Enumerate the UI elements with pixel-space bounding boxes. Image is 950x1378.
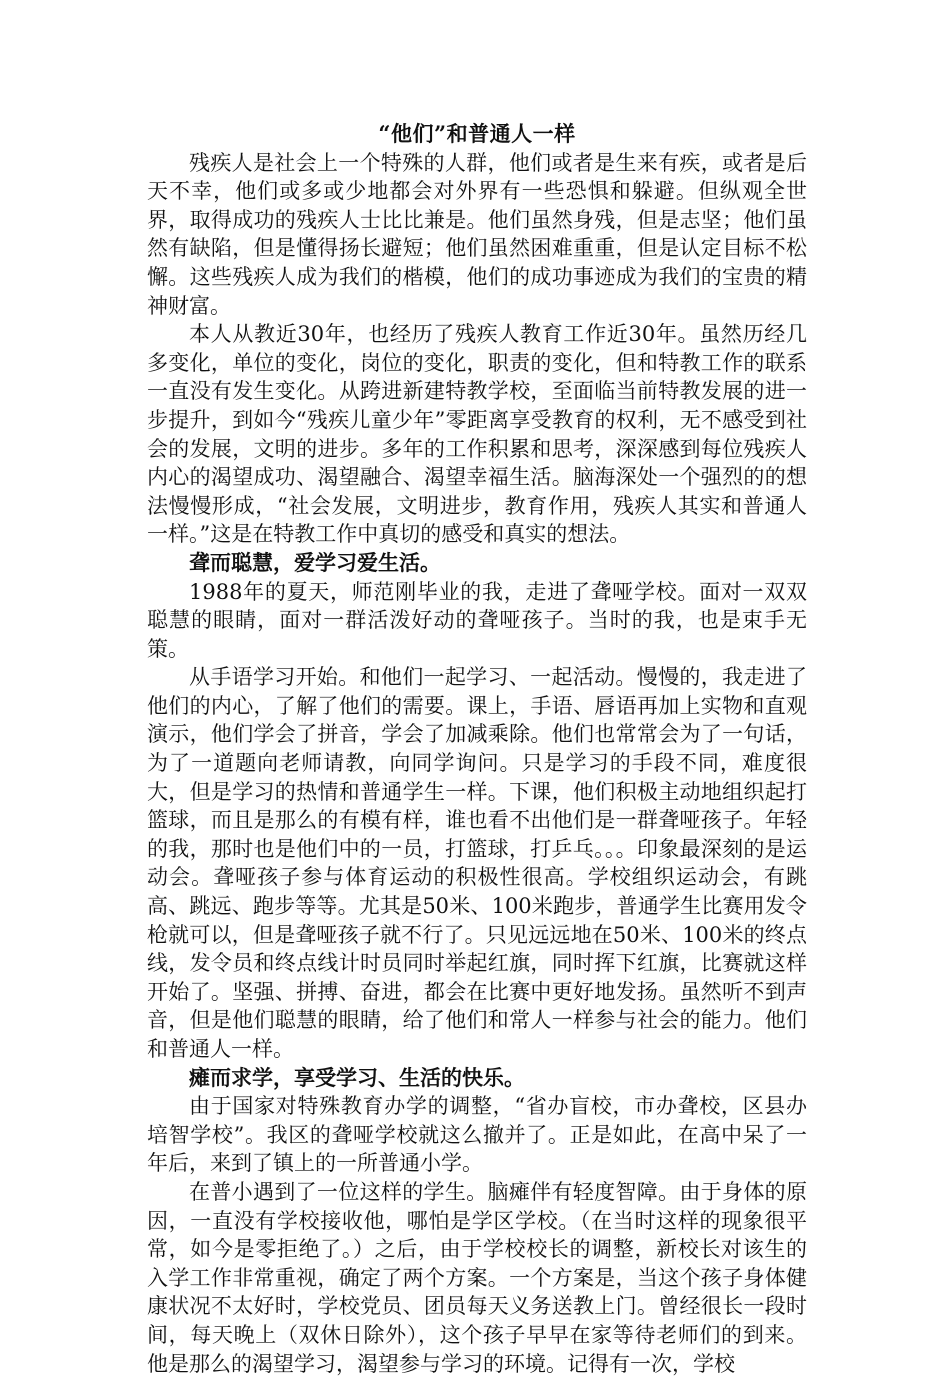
paragraph-1988: 1988年的夏天，师范刚毕业的我，走进了聋哑学校。面对一双双聪慧的眼睛，面对一群活泼好动的聋哑孩子。当时的我，也是束手无策。 <box>147 579 807 661</box>
document-page <box>147 120 807 1378</box>
paragraph-school-adjustment: 由于国家对特殊教育办学的调整，“省办盲校，市办聋校，区县办培智学校”。我区的聋哑学校就这么撤并了。正是如此，在高中呆了一年后，来到了镇上的一所普通小学。 <box>147 1094 807 1176</box>
paragraph-student: 在普小遇到了一位这样的学生。脑瘫伴有轻度智障。由于身体的原因，一直没有学校接收他，哪怕是学区学校。（在当时这样的现象很平常，如今是零拒绝了。）之后，由于学校校长的调整，新校长对该生的入学工作非常重视，确定了两个方案。一个方案是，当这个孩子身体健康状况不太好时，学校党员、团员每天义务送教上门。曾经很长一段时间，每天晚上（双休日除外），这个孩子早早在家等待老师们的到来。他是那么的渴望学习，渴望参与学习的环境。记得有一次，学校 <box>147 1179 807 1376</box>
paragraph-sign-language: 从手语学习开始。和他们一起学习、一起活动。慢慢的，我走进了他们的内心，了解了他们的需要。课上，手语、唇语再加上实物和直观演示，他们学会了拼音，学会了加减乘除。他们也常常会为了一句话，为了一道题向老师请教，向同学询问。只是学习的手段不同，难度很大，但是学习的热情和普通学生一样。下课，他们积极主动地组织起打篮球，而且是那么的有模有样，谁也看不出他们是一群聋哑孩子。年轻的我，那时也是他们中的一员，打篮球，打乒乓。。。印象最深刻的是运动会。聋哑孩子参与体育运动的积极性很高。学校组织运动会，有跳高、跳远、跑步等等。尤其是50米、100米跑步，普通学生比赛用发令枪就可以，但是聋哑孩子就不行了。只见远远地在50米、100米的终点线，发令员和终点线计时员同时举起红旗，同时挥下红旗，比赛就这样开始了。坚强、拼搏、奋进，都会在比赛中更好地发扬。虽然听不到声音，但是他们聪慧的眼睛，给了他们和常人一样参与社会的能力。他们和普通人一样。 <box>147 665 807 1061</box>
section-heading-paralysis: 瘫而求学，享受学习、生活的快乐。 <box>189 1064 525 1090</box>
paragraph-intro: 残疾人是社会上一个特殊的人群，他们或者是生来有疾，或者是后天不幸，他们或多或少地都会对外界有一些恐惧和躲避。但纵观全世界，取得成功的残疾人士比比兼是。他们虽然身残，但是志坚；他们虽然有缺陷，但是懂得扬长避短；他们虽然困难重重，但是认定目标不松懈。这些残疾人成为我们的楷模，他们的成功事迹成为我们的宝贵的精神财富。 <box>147 150 807 318</box>
section-heading-deaf: 聋而聪慧，爱学习爱生活。 <box>189 549 441 575</box>
paragraph-experience: 本人从教近30年，也经历了残疾人教育工作近30年。虽然历经几多变化，单位的变化，岗位的变化，职责的变化，但和特教工作的联系一直没有发生变化。从跨进新建特教学校，至面临当前特教发展的进一步提升，到如今“残疾儿童少年”零距离享受教育的权利，无不感受到社会的发展，文明的进步。多年的工作积累和思考，深深感到每位残疾人内心的渴望成功、渴望融合、渴望幸福生活。脑海深处一个强烈的的想法慢慢形成，“社会发展，文明进步，教育作用，残疾人其实和普通人一样。”这是在特教工作中真切的感受和真实的想法。 <box>147 322 807 547</box>
document-title: “他们”和普通人一样 <box>378 121 576 146</box>
